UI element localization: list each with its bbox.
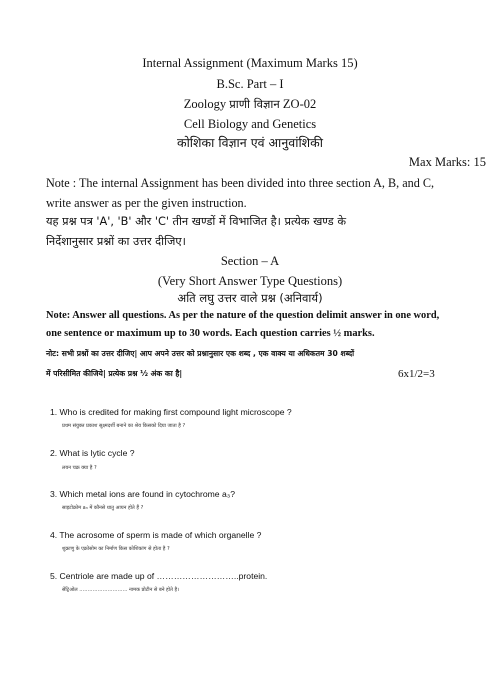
section-type-en: (Very Short Answer Type Questions)	[157, 274, 343, 288]
note-hi-line1: यह प्रश्न पत्र 'A', 'B' और 'C' तीन खण्डों में विभाजित है। प्रत्येक खण्ड के	[46, 215, 346, 228]
instruction-en-line1: Note: Answer all questions. As per the nature of the question delimit answer in one word,	[46, 310, 440, 321]
subject-line	[0, 97, 500, 112]
note-en-line2: write answer as per the given instruction.	[46, 196, 247, 210]
instruction-hi-line1: नोट: सभी प्रश्नों का उत्तर दीजिए| आप अपने उत्तर को प्रश्नानुसार एक शब्द , एक वाक्य या अधिकतम 30 शब्दों	[46, 349, 355, 358]
subject-hi: प्राणी विज्ञान	[229, 97, 280, 111]
paper-title-hi: कोशिका विज्ञान एवं आनुवांशिकी	[176, 135, 324, 150]
instruction-en-line2: one sentence or maximum up to 30 words. Each question carries ½ marks.	[46, 328, 375, 339]
marks-formula: 6x1/2=3	[398, 368, 435, 380]
question-4-hindi: शुक्राणु के एक्रोसोम का निर्माण किस कोशिकांग से होता है ?	[62, 546, 170, 552]
question-5: 5. Centriole are made up of ………………………..protein.	[50, 571, 268, 581]
question-1: 1. Who is credited for making first compound light microscope ?	[50, 407, 292, 417]
question-2-hindi: लयन चक्र क्या है ?	[62, 465, 97, 471]
question-3: 3. Which metal ions are found in cytochrome a₃?	[50, 489, 236, 499]
subject-code: ZO-02	[282, 97, 317, 111]
section-title: Section – A	[220, 254, 280, 268]
assignment-title: Internal Assignment (Maximum Marks 15)	[142, 56, 358, 70]
note-en-line1: Note : The internal Assignment has been divided into three section A, B, and C,	[46, 176, 435, 190]
instruction-hi-line2: में परिसीमित कीजिये| प्रत्येक प्रश्न ½ अंक का है|	[46, 369, 183, 378]
question-4: 4. The acrosome of sperm is made of which organelle ?	[50, 530, 262, 540]
paper-title-en: Cell Biology and Genetics	[183, 117, 317, 131]
subject-en: Zoology	[183, 97, 227, 111]
question-3-hindi: साइटोक्रोम a₃ में कौनसे धातु आयन होते हैं ?	[62, 505, 144, 511]
question-1-hindi: प्रथम संयुक्त प्रकाश सूक्ष्मदर्शी बनाने का श्रेय किसको दिया जाता है ?	[62, 423, 186, 429]
question-2: 2. What is lytic cycle ?	[50, 448, 135, 458]
course-part: B.Sc. Part – I	[216, 77, 284, 91]
section-type-hi: अति लघु उत्तर वाले प्रश्न (अनिवार्य)	[177, 291, 323, 305]
question-5-hindi: सेंट्रिओल ……………………….. नामक प्रोटीन से बने होते है।	[62, 587, 179, 593]
note-hi-line2: निर्देशानुसार प्रश्नों का उत्तर दीजिए।	[46, 235, 186, 248]
max-marks: Max Marks: 15	[408, 155, 486, 169]
